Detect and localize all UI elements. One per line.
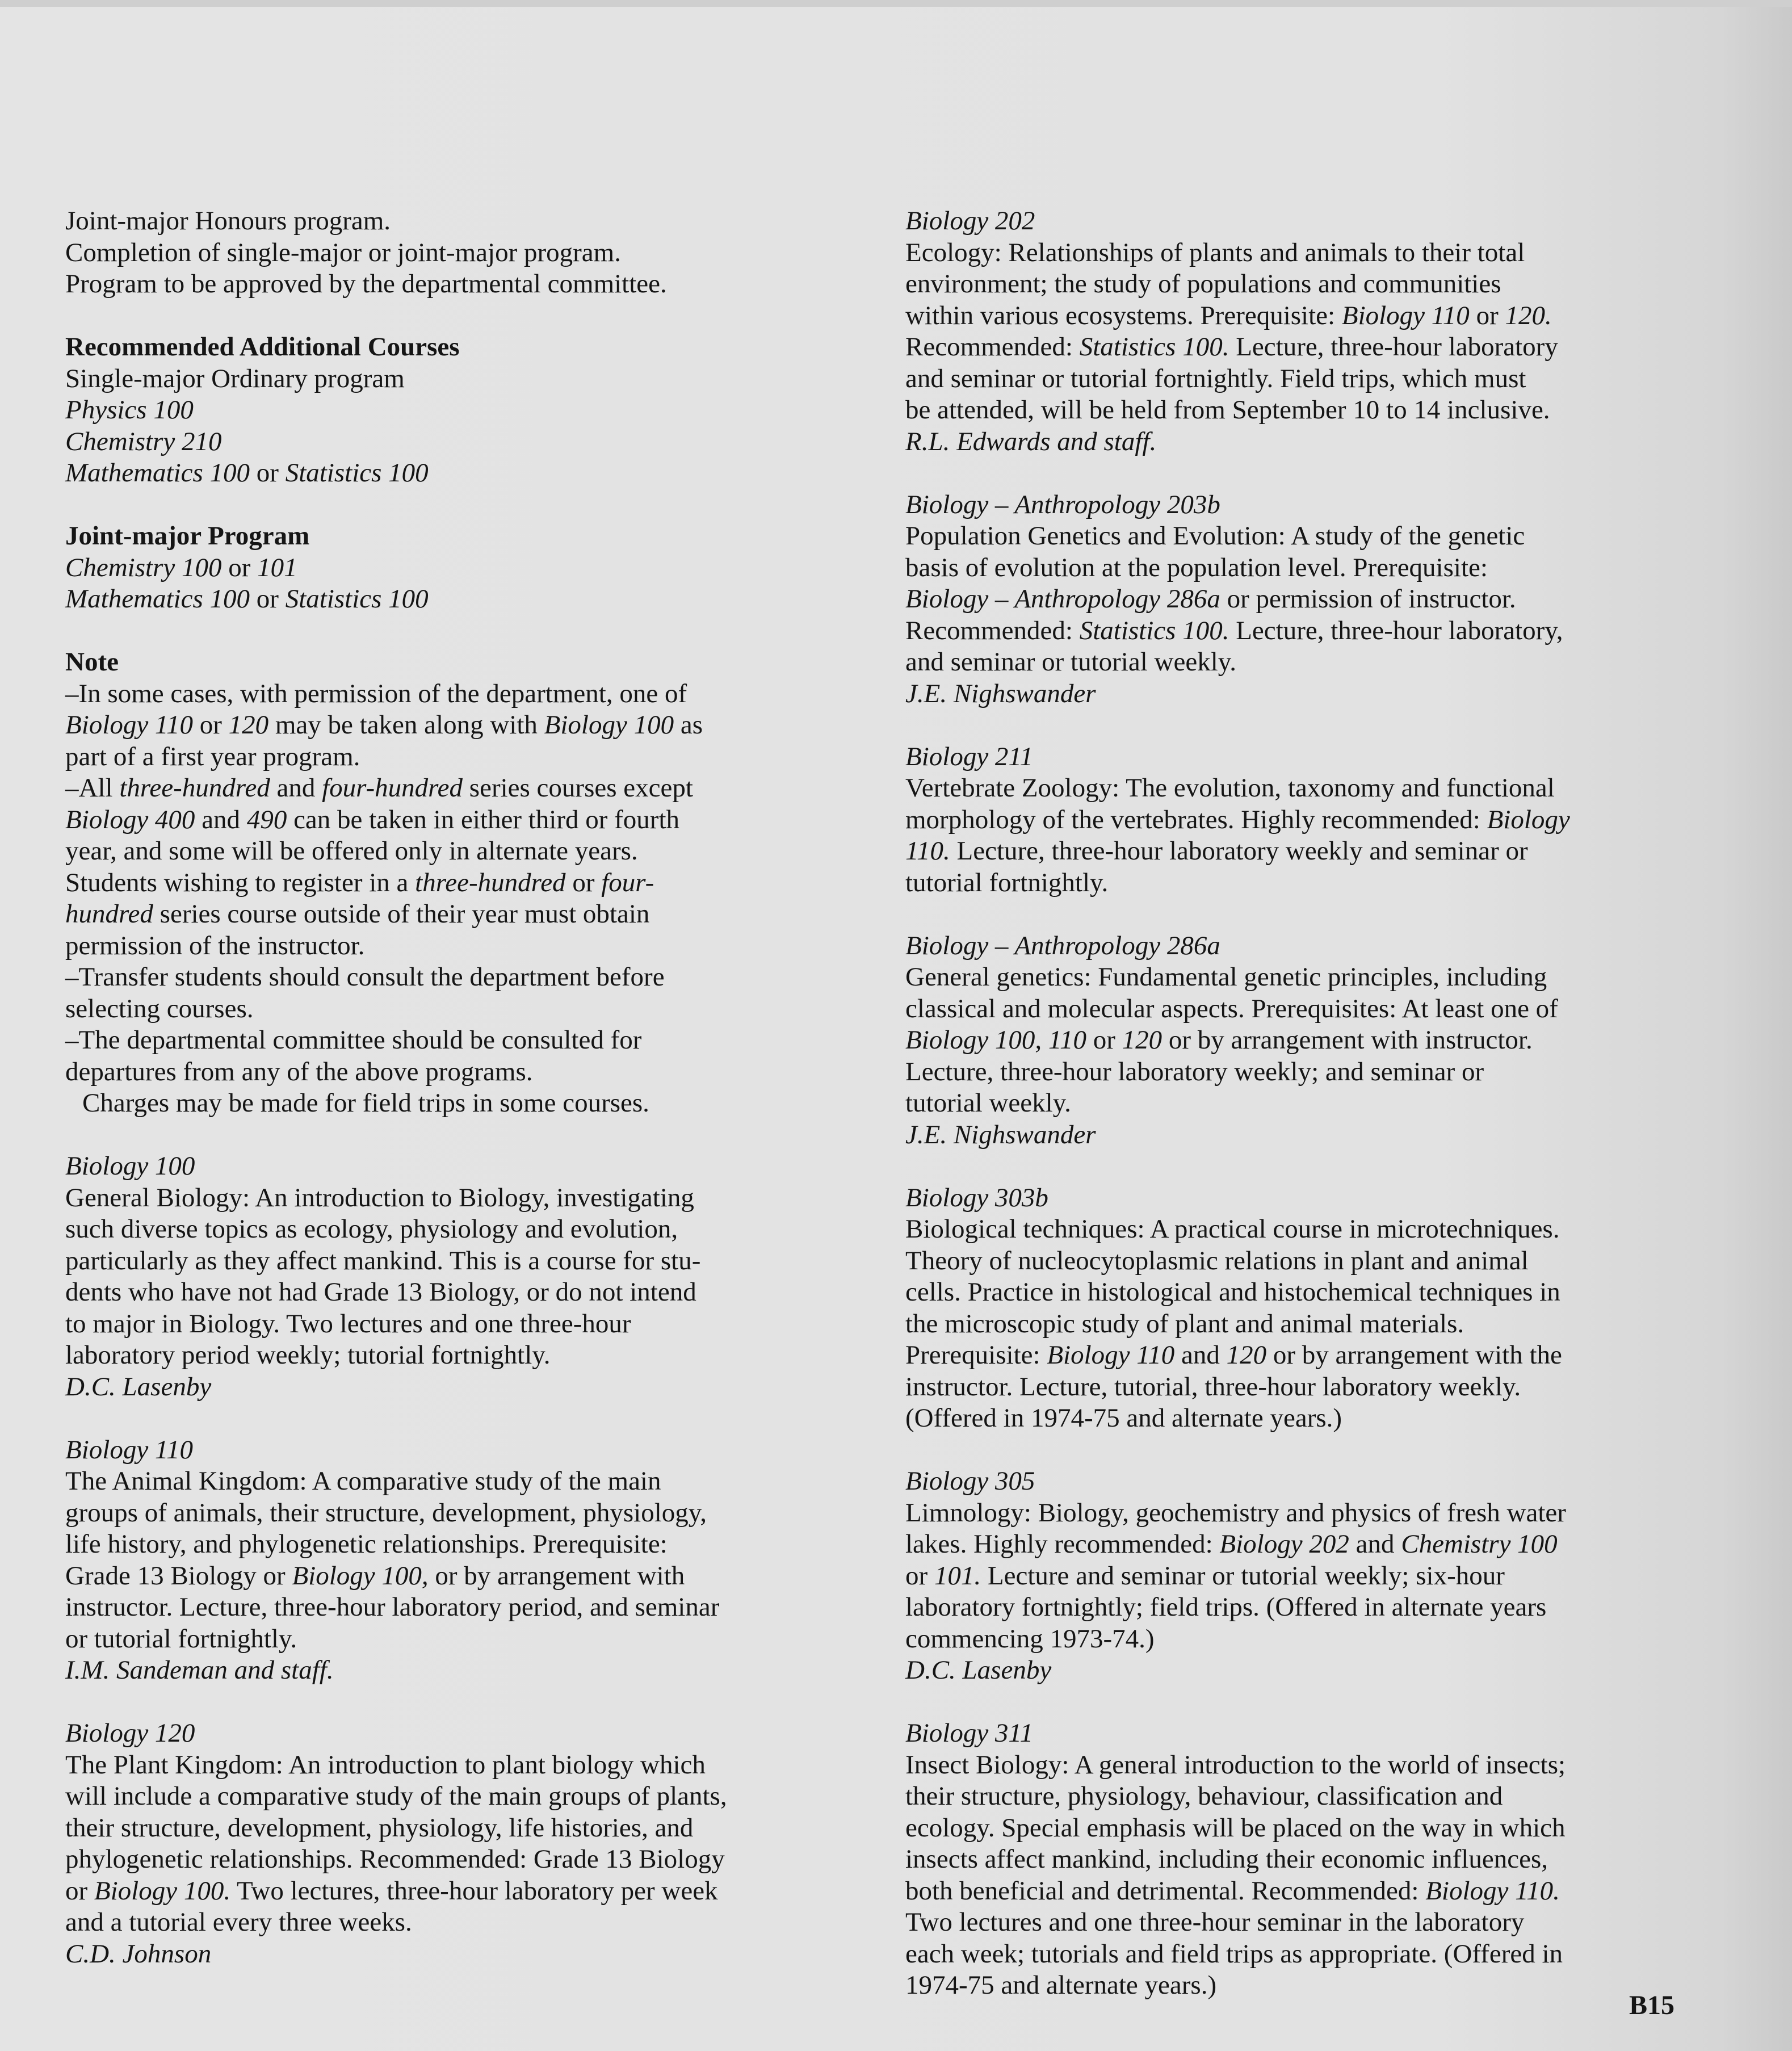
text: Recommended: <box>905 332 1080 362</box>
course-description-line <box>905 1561 1700 1592</box>
course-description-line: their structure, physiology, behaviour, classification and <box>905 1781 1503 1811</box>
course-description-line: Biological techniques: A practical course in microtechniques. <box>905 1214 1560 1244</box>
intro-line: Completion of single-major or joint-major program. <box>65 237 621 267</box>
text: or <box>192 710 229 740</box>
course-description-line: to major in Biology. Two lectures and one three-hour <box>65 1308 631 1339</box>
course-description-line: Vertebrate Zoology: The evolution, taxonomy and functional <box>905 773 1555 803</box>
text: Lecture and seminar or tutorial weekly; six-hour <box>981 1561 1505 1591</box>
page-number: B15 <box>1629 1990 1675 2020</box>
course-title: Biology 110 <box>65 1435 193 1465</box>
text: Lecture, three-hour laboratory, <box>1229 615 1563 645</box>
course-instructor: R.L. Edwards and staff. <box>905 426 1157 456</box>
course-item: Chemistry 210 <box>65 426 222 456</box>
course-description-line: insects affect mankind, including their economic influences, <box>905 1844 1548 1874</box>
course-instructor: J.E. Nighswander <box>905 678 1096 708</box>
course-title: Biology 120 <box>65 1718 195 1748</box>
course-description-line <box>905 584 1700 615</box>
course-description-line: classical and molecular aspects. Prerequisites: At least one of <box>905 993 1558 1024</box>
course-ref: Biology 110 <box>65 710 193 740</box>
course-description-line: Limnology: Biology, geochemistry and physics of fresh water <box>905 1498 1566 1528</box>
course-ref: 120 <box>228 710 269 740</box>
course-description-line: basis of evolution at the population level. Prerequisite: <box>905 552 1488 582</box>
course-ref: 120 <box>1122 1025 1163 1055</box>
course-biology-202 <box>905 205 1700 458</box>
note-line: –The departmental committee should be consulted for <box>65 1025 642 1055</box>
course-description-line: The Plant Kingdom: An introduction to plant biology which <box>65 1750 706 1780</box>
text: or <box>1469 300 1505 330</box>
course-ref: 101. <box>934 1561 981 1591</box>
course-description-line: instructor. Lecture, three-hour laboratory period, and seminar <box>65 1592 720 1622</box>
emphasis: three-hundred <box>415 867 566 897</box>
text: Two lectures, three-hour laboratory per week <box>230 1876 718 1906</box>
text: or <box>250 458 286 488</box>
scan-edge <box>0 0 1792 7</box>
course-description-line <box>905 332 1700 363</box>
course-ref: 110. <box>905 836 950 866</box>
course-ref: Chemistry 100 <box>1401 1529 1558 1559</box>
course-description-line: General Biology: An introduction to Biology, investigating <box>65 1182 694 1213</box>
course-description-line: cells. Practice in histological and histochemical techniques in <box>905 1277 1560 1307</box>
text: or by arrangement with instructor. <box>1162 1025 1533 1055</box>
text: may be taken along with <box>268 710 544 740</box>
emphasis: four-hundred <box>322 773 463 803</box>
course-description-line: laboratory period weekly; tutorial fortnightly. <box>65 1340 551 1370</box>
course-biology-100 <box>65 1151 871 1403</box>
course-description-line <box>905 836 1700 867</box>
course-ref: 120. <box>1505 300 1552 330</box>
course-ref: Statistics 100. <box>1079 615 1229 645</box>
text: lakes. Highly recommended: <box>905 1529 1220 1559</box>
intro-block <box>65 205 871 300</box>
course-description-line: and a tutorial every three weeks. <box>65 1907 412 1937</box>
text: Grade 13 Biology or <box>65 1561 292 1591</box>
text: Recommended: <box>905 615 1080 645</box>
course-description-line: Two lectures and one three-hour seminar in the laboratory <box>905 1907 1525 1937</box>
course-item <box>65 584 871 615</box>
note-line <box>65 899 871 930</box>
intro-line: Joint-major Honours program. <box>65 206 391 236</box>
course-ref: Biology 100, 110 <box>905 1025 1086 1055</box>
course-instructor: J.E. Nighswander <box>905 1119 1096 1150</box>
course-description-line: Insect Biology: A general introduction to the world of insects; <box>905 1750 1566 1780</box>
note-line: selecting courses. <box>65 993 254 1024</box>
subheading: Single-major Ordinary program <box>65 363 405 393</box>
note-line: –In some cases, with permission of the department, one of <box>65 678 687 708</box>
left-column <box>65 205 871 2002</box>
course-description-line: instructor. Lecture, tutorial, three-hour laboratory weekly. <box>905 1371 1521 1402</box>
text: or by arrangement with the <box>1266 1340 1562 1370</box>
course-description-line: their structure, development, physiology, life histories, and <box>65 1813 694 1843</box>
course-description-line: (Offered in 1974-75 and alternate years.) <box>905 1403 1342 1433</box>
text: or <box>905 1561 934 1591</box>
course-description-line: environment; the study of populations and communities <box>905 269 1501 299</box>
emphasis: three-hundred <box>119 773 270 803</box>
course-description-line: laboratory fortnightly; field trips. (Offered in alternate years <box>905 1592 1547 1622</box>
course-instructor: I.M. Sandeman and staff. <box>65 1655 334 1685</box>
course-instructor: D.C. Lasenby <box>905 1655 1052 1685</box>
course-description-line: particularly as they affect mankind. This is a course for stu- <box>65 1245 701 1276</box>
course-title: Biology – Anthropology 286a <box>905 930 1220 961</box>
text: or by arrangement with <box>428 1561 685 1591</box>
course-ref: 101 <box>257 552 297 582</box>
text: morphology of the vertebrates. Highly recommended: <box>905 804 1487 834</box>
course-biology-211 <box>905 741 1700 899</box>
text: or <box>221 552 258 582</box>
note-line: Charges may be made for field trips in some courses. <box>82 1088 649 1118</box>
note-line <box>65 804 871 836</box>
course-description-line: ecology. Special emphasis will be placed on the way in which <box>905 1813 1566 1843</box>
note-line: –Transfer students should consult the department before <box>65 962 665 992</box>
joint-major-section <box>65 521 871 615</box>
course-description-line <box>905 1025 1700 1056</box>
text: series course outside of their year must obtain <box>153 899 650 929</box>
course-biology-303b <box>905 1182 1700 1435</box>
text: or <box>565 867 602 897</box>
course-ref: Biology 400 <box>65 804 195 834</box>
note-line <box>65 867 871 899</box>
text: series courses except <box>463 773 693 803</box>
course-description-line <box>905 804 1700 836</box>
course-ref: Biology 202 <box>1219 1529 1349 1559</box>
text: Students wishing to register in a <box>65 867 416 897</box>
text: Prerequisite: <box>905 1340 1047 1370</box>
course-description-line: such diverse topics as ecology, physiology and evolution, <box>65 1214 678 1244</box>
course-title: Biology 303b <box>905 1182 1048 1213</box>
course-ref: 490 <box>246 804 287 834</box>
text: Lecture, three-hour laboratory <box>1229 332 1558 362</box>
course-ref: Biology 110 <box>1341 300 1470 330</box>
section-heading: Recommended Additional Courses <box>65 332 460 362</box>
course-biology-120 <box>65 1718 871 1970</box>
section-heading: Joint-major Program <box>65 521 310 551</box>
course-description-line: phylogenetic relationships. Recommended: Grade 13 Biology <box>65 1844 725 1874</box>
note-line: part of a first year program. <box>65 741 360 771</box>
course-description-line: and seminar or tutorial fortnightly. Field trips, which must <box>905 363 1526 393</box>
note-line <box>65 710 871 741</box>
text: or permission of instructor. <box>1220 584 1516 614</box>
course-ref: Chemistry 100 <box>65 552 222 582</box>
note-line: year, and some will be offered only in alternate years. <box>65 836 638 866</box>
course-description-line: commencing 1973-74.) <box>905 1624 1155 1654</box>
course-description-line: be attended, will be held from September 10 to 14 inclusive. <box>905 395 1550 425</box>
course-description-line: dents who have not had Grade 13 Biology, or do not intend <box>65 1277 696 1307</box>
course-ref: Statistics 100. <box>1079 332 1229 362</box>
text: –All <box>65 773 120 803</box>
text: as <box>674 710 703 740</box>
note-line: permission of the instructor. <box>65 930 365 961</box>
course-description-line: the microscopic study of plant and animal materials. <box>905 1308 1464 1339</box>
course-biology-anthropology-203b <box>905 489 1700 710</box>
emphasis: hundred <box>65 899 153 929</box>
course-description-line: The Animal Kingdom: A comparative study of the main <box>65 1466 661 1496</box>
course-item <box>65 552 871 584</box>
course-description-line: Ecology: Relationships of plants and animals to their total <box>905 237 1525 267</box>
note-line: departures from any of the above programs. <box>65 1056 533 1087</box>
text: and <box>195 804 247 834</box>
course-description-line: 1974-75 and alternate years.) <box>905 1970 1217 2000</box>
right-column <box>905 205 1700 2033</box>
course-description-line: groups of animals, their structure, development, physiology, <box>65 1498 707 1528</box>
text: Lecture, three-hour laboratory weekly and seminar or <box>950 836 1528 866</box>
course-title: Biology 305 <box>905 1466 1035 1496</box>
course-description-line: or tutorial fortnightly. <box>65 1624 297 1654</box>
course-description-line: Theory of nucleocytoplasmic relations in plant and animal <box>905 1245 1529 1276</box>
course-ref: Biology <box>1487 804 1570 834</box>
course-description-line: and seminar or tutorial weekly. <box>905 647 1236 677</box>
course-description-line: will include a comparative study of the main groups of plants, <box>65 1781 727 1811</box>
note-line <box>65 773 871 804</box>
section-heading: Note <box>65 647 119 677</box>
course-description-line <box>905 615 1700 647</box>
course-description-line: Lecture, three-hour laboratory weekly; and seminar or <box>905 1056 1484 1087</box>
course-description-line: Population Genetics and Evolution: A study of the genetic <box>905 521 1525 551</box>
course-ref: Mathematics 100 <box>65 584 250 614</box>
course-biology-305 <box>905 1466 1700 1687</box>
intro-line: Program to be approved by the departmental committee. <box>65 269 667 299</box>
course-ref: Biology 100, <box>292 1561 429 1591</box>
text: can be taken in either third or fourth <box>287 804 680 834</box>
course-ref: Statistics 100 <box>285 584 429 614</box>
course-ref: Mathematics 100 <box>65 458 250 488</box>
course-title: Biology – Anthropology 203b <box>905 489 1220 519</box>
course-ref: Biology 100 <box>544 710 674 740</box>
course-description-line: tutorial fortnightly. <box>905 867 1109 897</box>
recommended-courses-section <box>65 332 871 489</box>
course-ref: Statistics 100 <box>285 458 429 488</box>
course-description-line <box>905 1529 1700 1561</box>
text: and <box>1349 1529 1401 1559</box>
course-title: Biology 100 <box>65 1151 195 1181</box>
course-title: Biology 202 <box>905 206 1035 236</box>
course-description-line <box>65 1561 871 1592</box>
course-item: Physics 100 <box>65 395 194 425</box>
course-description-line: tutorial weekly. <box>905 1088 1071 1118</box>
course-ref: Biology 110. <box>1425 1876 1560 1906</box>
course-title: Biology 311 <box>905 1718 1033 1748</box>
course-item <box>65 458 871 489</box>
course-description-line <box>905 300 1700 332</box>
course-description-line: General genetics: Fundamental genetic principles, including <box>905 962 1547 992</box>
course-biology-110 <box>65 1435 871 1687</box>
course-instructor: C.D. Johnson <box>65 1939 212 1969</box>
course-ref: Biology – Anthropology 286a <box>905 584 1220 614</box>
course-ref: Biology 110 <box>1047 1340 1175 1370</box>
text: and <box>1174 1340 1227 1370</box>
course-description-line <box>905 1340 1700 1371</box>
course-instructor: D.C. Lasenby <box>65 1371 212 1402</box>
emphasis: four- <box>601 867 654 897</box>
course-description-line: each week; tutorials and field trips as appropriate. (Offered in <box>905 1939 1563 1969</box>
text: or <box>1086 1025 1122 1055</box>
course-biology-311 <box>905 1718 1700 2002</box>
course-description-line <box>65 1876 871 1907</box>
text: and <box>270 773 322 803</box>
course-description-line <box>905 1876 1700 1907</box>
text: within various ecosystems. Prerequisite: <box>905 300 1342 330</box>
course-ref: 120 <box>1226 1340 1267 1370</box>
course-biology-anthropology-286a <box>905 930 1700 1151</box>
note-section <box>65 647 871 1119</box>
course-description-line: life history, and phylogenetic relationships. Prerequisite: <box>65 1529 668 1559</box>
course-title: Biology 211 <box>905 741 1033 771</box>
text: both beneficial and detrimental. Recommended: <box>905 1876 1426 1906</box>
course-ref: Biology 100. <box>94 1876 231 1906</box>
text: or <box>65 1876 94 1906</box>
text: or <box>250 584 286 614</box>
